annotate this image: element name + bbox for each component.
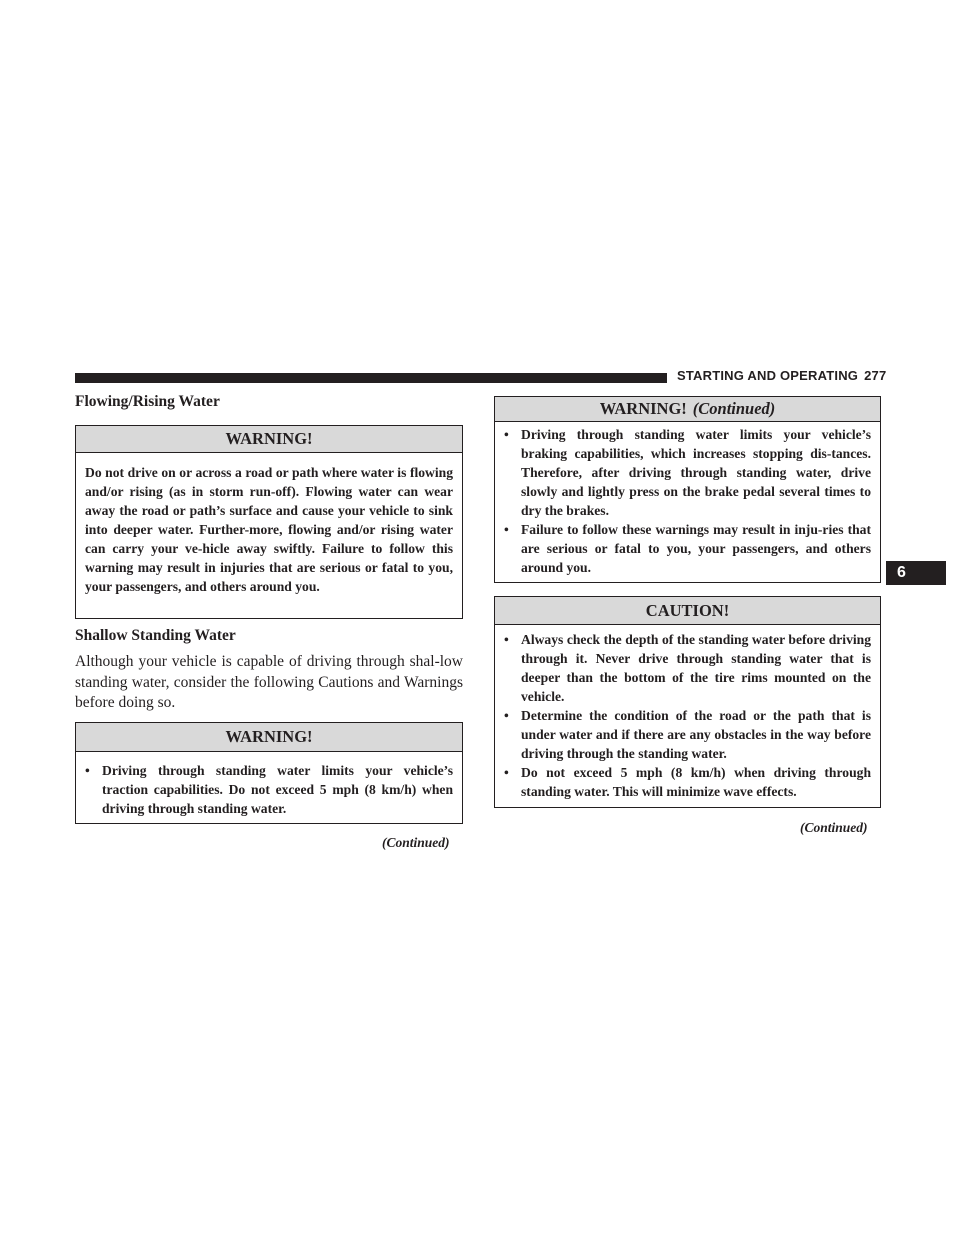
bullet: •: [504, 765, 509, 780]
list-item-text: Driving through standing water limits your vehicle’s traction capabilities. Do not exceed 5 mph (8 km/h) when driving through standing water.: [102, 763, 453, 816]
caution-box: [494, 596, 881, 808]
bullet: •: [504, 632, 509, 647]
warning-box-body: [76, 453, 462, 596]
list-item: [500, 630, 871, 706]
list-item-text: Always check the depth of the standing water before driving through it. Never drive through standing water that is deeper than the bottom of the tire rims mounted on the vehicle.: [521, 632, 871, 704]
continued-note: (Continued): [800, 820, 868, 835]
running-header: [677, 368, 886, 383]
list-item: [500, 425, 871, 520]
warning-box-title: WARNING!: [76, 426, 462, 453]
list-item: [500, 520, 871, 577]
page-number: 277: [864, 368, 887, 383]
bullet: •: [504, 427, 509, 442]
list-item-text: Determine the condition of the road or the path that is under water and if there are any obstacles in the way before driving through the standing water.: [521, 708, 871, 761]
warning-text: Do not drive on or across a road or path where water is flowing and/or rising (as in storm run-off). Flowing water can wear away the road or path’s surface and cause your vehicle to sink into deeper water. Further-more, flowing and/or rising water can carry your ve-hicle away swiftly. Failure to follow this warning may result in injuries that are serious or fatal to you, your passengers, and others around you.: [85, 465, 453, 594]
warning-box-continued: [494, 396, 881, 583]
warning-title-continued: (Continued): [692, 399, 776, 418]
list-item-text: Do not exceed 5 mph (8 km/h) when driving through standing water. This will minimize wave effects.: [521, 765, 871, 799]
caution-list: [500, 630, 871, 801]
warning-box-body: [76, 752, 462, 818]
intro-paragraph: Although your vehicle is capable of driving through shal-low standing water, consider the following Cautions and Warnings before doing so.: [75, 653, 463, 711]
bullet: •: [504, 522, 509, 537]
chapter-tab: 6: [886, 561, 946, 585]
warning-title-text: WARNING!: [599, 399, 687, 418]
continued-note: (Continued): [382, 835, 450, 850]
header-rule: [75, 373, 667, 383]
list-item-text: Failure to follow these warnings may result in inju-ries that are serious or fatal to you, your passengers, and others around you.: [521, 522, 871, 575]
heading-shallow-standing-water: Shallow Standing Water: [75, 627, 236, 644]
list-item-text: Driving through standing water limits your vehicle’s braking capabilities, which increases stopping dis-tances. Therefore, after driving through standing water, drive slowly and lightly press on the brake pedal several times to dry the brakes.: [521, 427, 871, 518]
list-item: [500, 706, 871, 763]
warning-list: [500, 425, 871, 577]
warning-box-flowing-water: [75, 425, 463, 619]
warning-box-title: [495, 397, 880, 422]
heading-flowing-rising-water: Flowing/Rising Water: [75, 393, 220, 410]
bullet: •: [504, 708, 509, 723]
warning-box-title: WARNING!: [76, 723, 462, 752]
bullet: •: [85, 763, 90, 778]
warning-box-body: [495, 422, 880, 577]
caution-box-body: [495, 625, 880, 801]
caution-box-title: CAUTION!: [495, 597, 880, 625]
list-item: [500, 763, 871, 801]
warning-list: [81, 761, 453, 818]
section-title: STARTING AND OPERATING: [677, 368, 859, 383]
warning-box-traction: [75, 722, 463, 824]
list-item: [81, 761, 453, 818]
